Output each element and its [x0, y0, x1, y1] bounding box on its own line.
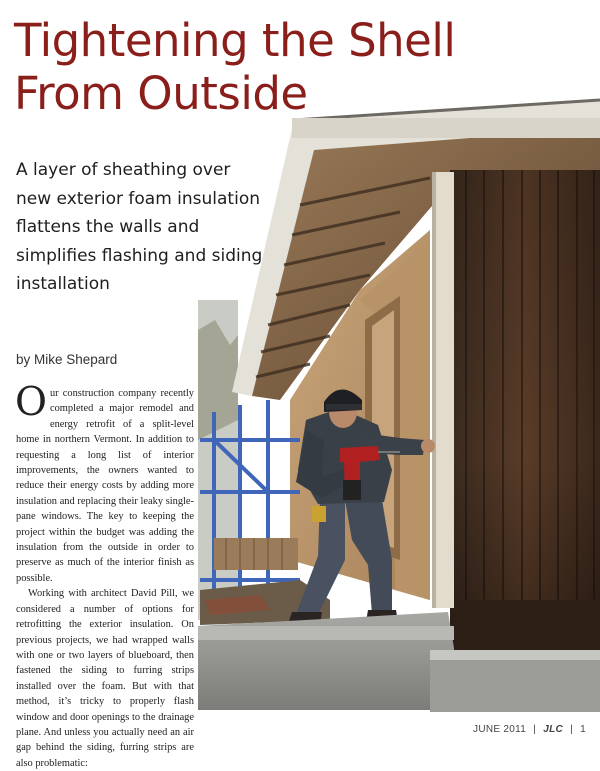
issue-date: JUNE 2011 — [473, 724, 527, 735]
article-body — [15, 380, 194, 771]
footer-separator: | — [533, 724, 537, 735]
footer-separator: | — [570, 724, 574, 735]
drop-cap: O — [15, 380, 47, 425]
title-line-2: From Outside — [14, 67, 308, 120]
article-subtitle: A layer of sheathing over new exterior foam insulation flattens the walls and simplifies flashing and siding installation — [16, 160, 263, 294]
paragraph-1-text: ur construction company recently completed a major remodel and energy retrofit of a split-level home in northern Vermont. In addition to requesting a long list of interior improvements, the owners wanted to reduce their energy costs by adding more insulation and replacing their leaky single-pane windows. The key to keeping the project within the budget was adding the insulation from the outside in order to preserve as much of the interior finish as possible. — [16, 388, 194, 584]
paragraph-2: Working with architect David Pill, we considered a number of options for retrofitting the exterior insulation. On previous projects, we had wrapped walls with one or two layers of blueboard, then fastened the siding to furring strips installed over the foam. But with that method, it’s tricky to properly flash window and door openings to the drainage plane. And unless you actually need an air gap behind the siding, furring strips are also problematic: — [16, 588, 194, 769]
title-line-1: Tightening the Shell — [14, 14, 456, 67]
byline: by Mike Shepard — [16, 352, 118, 367]
page-number: 1 — [580, 724, 586, 735]
page-footer — [473, 724, 586, 735]
magazine-name: JLC — [543, 724, 564, 735]
paragraph-1 — [15, 380, 194, 586]
article-title — [14, 14, 514, 120]
